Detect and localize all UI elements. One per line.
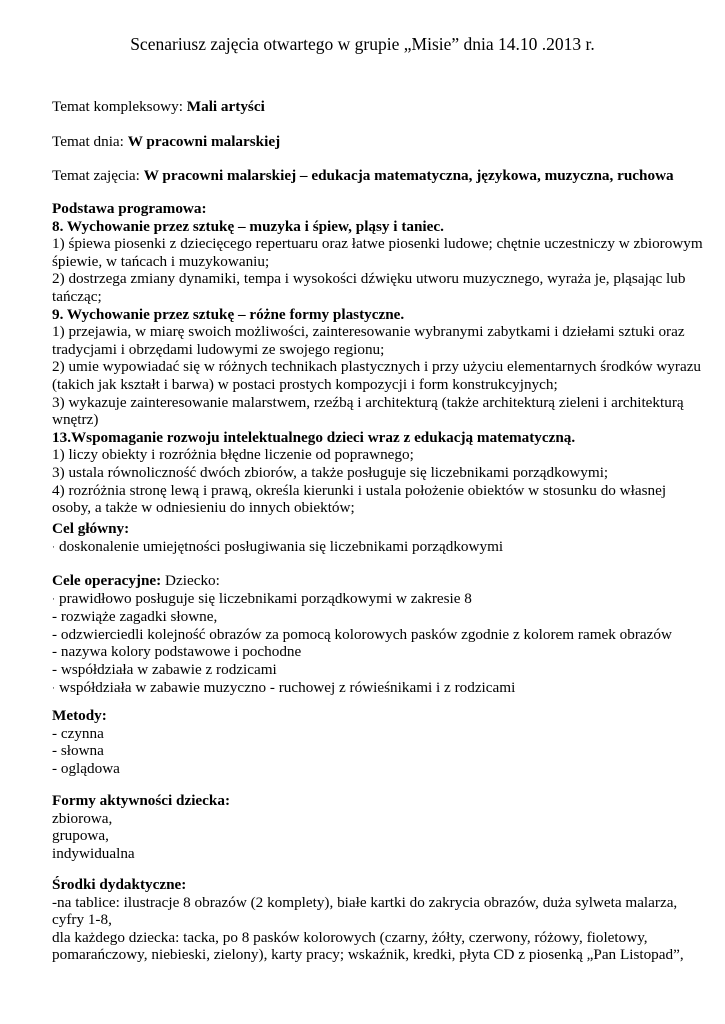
section-8-item: śpiewie, w tańcach i muzykowaniu; xyxy=(52,252,270,270)
section-8-item: tańcząc; xyxy=(52,287,102,305)
temat-dnia-label: Temat dnia: xyxy=(52,133,128,150)
section-13-item: 4) rozróżnia stronę lewą i prawą, określa kierunki i ustala położenie obiektów w stosunku do własnej xyxy=(52,481,667,499)
formy-item: zbiorowa, xyxy=(52,809,113,827)
section-9-item: 1) przejawia, w miarę swoich możliwości, zainteresowanie wybranymi zabytkami i dziełami sztuki oraz xyxy=(52,323,685,341)
srodki-heading: Środki dydaktyczne: xyxy=(52,876,187,893)
temat-zajecia xyxy=(52,167,684,185)
section-8-heading: 8. Wychowanie przez sztukę – muzyka i śpiew, pląsy i taniec. xyxy=(52,217,444,235)
cele-item: - nazywa kolory podstawowe i pochodne xyxy=(52,643,302,661)
section-8-item: 1) śpiewa piosenki z dziecięcego repertuaru oraz łatwe piosenki ludowe; chętnie uczestniczy w zbiorowym xyxy=(52,235,703,253)
srodki-line: pomarańczowy, niebieski, zielony), karty pracy; wskaźnik, kredki, płyta CD z piosenką „Pan Listopad”, xyxy=(52,946,684,964)
cele-item-text: prawidłowo posługuje się liczebnikami porządkowymi w zakresie 8 xyxy=(59,589,472,607)
section-9-heading: 9. Wychowanie przez sztukę – różne formy plastyczne. xyxy=(52,305,405,323)
temat-zajecia-label: Temat zajęcia: xyxy=(52,167,144,184)
cele-item-text: współdziała w zabawie muzyczno - ruchowej z rówieśnikami i z rodzicami xyxy=(59,678,516,696)
srodki-line: -na tablice: ilustracje 8 obrazów (2 komplety), białe kartki do zakrycia obrazów, duża sylweta malarza, xyxy=(52,893,678,911)
metody xyxy=(52,707,684,777)
section-9-item: (takich jak kształt i barwa) w postaci prostych kompozycji i form konstrukcyjnych; xyxy=(52,375,558,393)
metody-item: - oglądowa xyxy=(52,759,120,777)
srodki-dydaktyczne xyxy=(52,876,684,964)
cel-glowny xyxy=(52,520,684,556)
podstawa-heading: Podstawa programowa: xyxy=(52,200,207,217)
cele-operacyjne xyxy=(52,572,684,697)
bullet-icon: · xyxy=(52,682,55,693)
document-title: Scenariusz zajęcia otwartego w grupie „Misie” dnia 14.10 .2013 r. xyxy=(130,34,595,54)
cele-operacyjne-suffix: Dziecko: xyxy=(161,572,220,589)
srodki-line: cyfry 1-8, xyxy=(52,911,112,929)
cele-operacyjne-heading: Cele operacyjne: xyxy=(52,572,162,589)
temat-dnia-value: W pracowni malarskiej xyxy=(127,133,281,150)
metody-item: - słowna xyxy=(52,742,104,760)
cele-operacyjne-heading-line xyxy=(52,572,684,590)
cele-item xyxy=(52,679,684,698)
formy-item: grupowa, xyxy=(52,827,109,845)
temat-dnia xyxy=(52,133,684,151)
section-13-item: 1) liczy obiekty i rozróżnia błędne liczenie od poprawnego; xyxy=(52,446,414,464)
bullet-icon: · xyxy=(52,541,55,552)
section-13-item: 3) ustala równoliczność dwóch zbiorów, a także posługuje się liczebnikami porządkowymi; xyxy=(52,463,609,481)
formy-item: indywidualna xyxy=(52,844,135,862)
metody-heading: Metody: xyxy=(52,707,107,724)
cele-item: - odzwierciedli kolejność obrazów za pomocą kolorowych pasków zgodnie z kolorem ramek obrazów xyxy=(52,625,672,643)
cele-item: - współdziała w zabawie z rodzicami xyxy=(52,660,277,678)
section-8-item: 2) dostrzega zmiany dynamiki, tempa i wysokości dźwięku utworu muzycznego, wyraża je, pląsając lub xyxy=(52,270,686,288)
section-9-item: tradycjami i obrzędami ludowymi ze swojego regionu; xyxy=(52,340,385,358)
cel-glowny-heading: Cel główny: xyxy=(52,520,130,537)
cel-glowny-text: doskonalenie umiejętności posługiwania się liczebnikami porządkowymi xyxy=(59,537,504,555)
metody-item: - czynna xyxy=(52,724,104,742)
section-9-item: wnętrz) xyxy=(52,411,99,429)
section-9-item: 3) wykazuje zainteresowanie malarstwem, rzeźbą i architekturą (także architekturą zieleni i architekturą xyxy=(52,393,684,411)
srodki-line: dla każdego dziecka: tacka, po 8 pasków kolorowych (czarny, żółty, czerwony, różowy, fioletowy, xyxy=(52,928,648,946)
section-9-item: 2) umie wypowiadać się w różnych technikach plastycznych i przy użyciu elementarnych środków wyrazu xyxy=(52,358,702,376)
cele-item: - rozwiąże zagadki słowne, xyxy=(52,608,218,626)
podstawa-programowa xyxy=(52,200,703,517)
section-13-item: osoby, a także w odniesieniu do innych obiektów; xyxy=(52,499,355,517)
cel-glowny-item xyxy=(52,538,684,557)
temat-zajecia-value: W pracowni malarskiej – edukacja matematyczna, językowa, muzyczna, ruchowa xyxy=(143,167,674,184)
temat-kompleksowy xyxy=(52,98,684,116)
formy-aktywnosci xyxy=(52,792,684,862)
cele-item xyxy=(52,590,684,609)
temat-kompleksowy-label: Temat kompleksowy: xyxy=(52,98,187,115)
section-13-heading: 13.Wspomaganie rozwoju intelektualnego dzieci wraz z edukacją matematyczną. xyxy=(52,428,576,446)
bullet-icon: · xyxy=(52,593,55,604)
temat-kompleksowy-value: Mali artyści xyxy=(186,98,265,115)
formy-heading: Formy aktywności dziecka: xyxy=(52,792,231,809)
